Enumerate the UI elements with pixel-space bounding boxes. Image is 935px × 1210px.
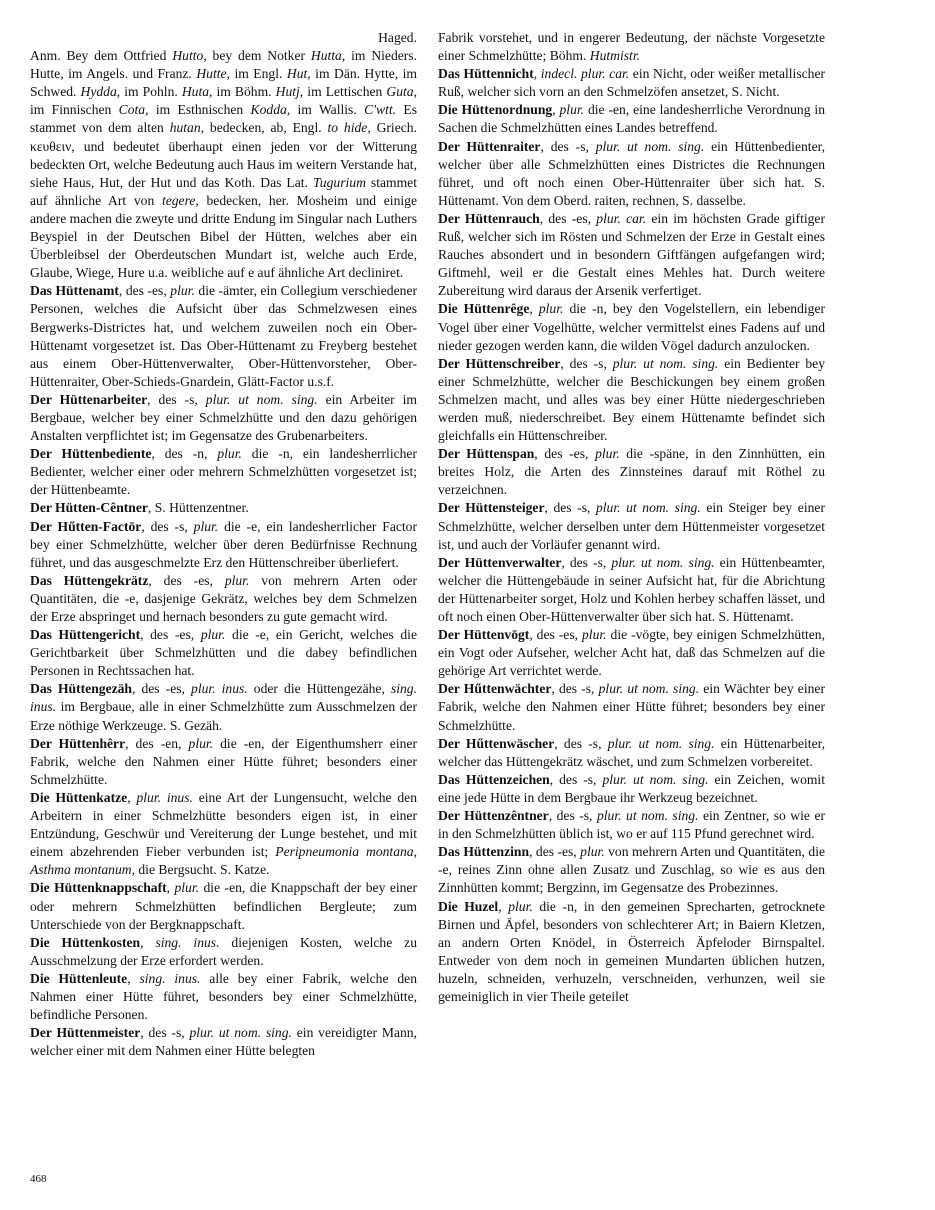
text-run: die Bergsucht. S. Katze. bbox=[134, 862, 270, 878]
italic-text: Hutto, bbox=[172, 48, 207, 64]
headword: Der Hűttenwächter bbox=[438, 681, 552, 697]
dictionary-entry bbox=[30, 391, 417, 445]
text-run: , des -s, bbox=[554, 735, 608, 751]
dictionary-entry bbox=[438, 101, 825, 137]
italic-text: plur. ut nom. sing. bbox=[612, 355, 719, 371]
headword: Der Hűttenwäscher bbox=[438, 735, 555, 751]
text-run: , S. Hüttenzentner. bbox=[147, 500, 249, 516]
text-run: , des -es, bbox=[118, 283, 171, 299]
text-run: eine Art der Lungensucht, welche den Arbeitern in einer Schmelzhütte besonders eigen ist, in einer Entzündung, Geschwür und Vereiterung der Lunge bestehet, und mit einem abzehrenden Fieber verbunden ist; bbox=[30, 789, 417, 860]
headword: Der Hűtten-Factōr bbox=[30, 518, 142, 534]
italic-text: plur. inus. bbox=[191, 681, 248, 697]
text-run: ein Bedienter bey einer Schmelzhütte, welcher die Beschickungen bey einem großen Schmelzen macht, und alles was bey einer Hütte niedergeschrieben werden muß, niederschreibet. Bey einem Hüttenamte befindet sich gleichfalls ein Hüttenschreiber. bbox=[438, 355, 825, 444]
text-run: , des -s, bbox=[551, 681, 599, 697]
dictionary-entry bbox=[30, 680, 417, 734]
dictionary-entry bbox=[30, 1024, 417, 1060]
text-run: , des -es, bbox=[529, 627, 582, 643]
text-run: im Esthnischen bbox=[148, 102, 251, 118]
text-run: , des -es, bbox=[140, 627, 201, 643]
paragraph bbox=[30, 47, 417, 282]
italic-text: plur. bbox=[595, 446, 620, 462]
text-run: die -n, ein landesherrlicher Bedienter, welcher einer oder mehrern Schmelzhütten vorgesetzet ist; der Hüttenbeamte. bbox=[30, 446, 417, 498]
text-run: im Bergbaue, alle in einer Schmelzhütte zum Ausschmelzen der Erze nöthige Werkzeuge. S. Gezäh. bbox=[30, 699, 417, 733]
dictionary-entry bbox=[438, 65, 825, 101]
dictionary-entry bbox=[438, 626, 825, 680]
italic-text: plur. bbox=[217, 446, 242, 462]
dictionary-entry bbox=[30, 934, 417, 970]
italic-text: plur. bbox=[200, 627, 226, 643]
text-run: alle bey einer Fabrik, welche den Nahmen einer Hütte führet, besonders bey einer Schmelzhütte, befindliche Personen. bbox=[30, 970, 417, 1023]
italic-text: sing. inus. bbox=[139, 970, 201, 986]
italic-text: sing. inus. bbox=[30, 681, 417, 715]
headword: Das Hüttennicht bbox=[438, 66, 534, 82]
text-run: , des -s, bbox=[560, 355, 613, 371]
text-run: ein Hüttenbedienter, welcher über alle Schmelzhütten eines Districtes die Rechnungen führet, und oft noch einen Ober-Hüttenraiter über sich hat. S. Hüttenamt. Von dem Oberd. raiten, rechnen, S. dasselbe. bbox=[438, 138, 825, 208]
headword: Der Hüttenzêntner bbox=[438, 808, 549, 824]
italic-text: plur. ut nom. sing. bbox=[598, 681, 700, 697]
text-run: bey dem Notker bbox=[206, 48, 311, 64]
italic-text: plur. bbox=[193, 518, 219, 534]
italic-text: plur. bbox=[188, 735, 214, 751]
dictionary-entry bbox=[30, 445, 417, 499]
dictionary-entry bbox=[30, 970, 417, 1024]
left-column bbox=[30, 29, 417, 1060]
italic-text: plur. ut nom. sing. bbox=[595, 500, 701, 516]
text-run: diejenigen Kosten, welche zu Ausschmelzung der Erze erfordert werden. bbox=[30, 934, 418, 968]
text-run: , des -s, bbox=[147, 391, 206, 407]
dictionary-entry bbox=[438, 499, 825, 553]
italic-text: plur. bbox=[174, 880, 200, 896]
text-run: bedecken, ab, Engl. bbox=[204, 120, 328, 136]
italic-text: indecl. plur. car. bbox=[540, 66, 630, 82]
text-run: , bbox=[140, 934, 156, 950]
text-run: von mehrern Arten oder Quantitäten, die -e, dasjenige Gekrätz, welches bey dem Schmelzen der Erze abspringet und hernach besonders zu gute gemacht wird. bbox=[30, 572, 417, 624]
italic-text: hutan, bbox=[169, 120, 205, 136]
paragraph bbox=[438, 29, 825, 65]
italic-text: plur. bbox=[538, 301, 564, 317]
dictionary-entry bbox=[438, 735, 825, 771]
text-run: ein Arbeiter im Bergbaue, welcher bey einer Schmelzhütte und den dazu gehörigen Anstalten verpflichtet ist; im Gegensatze des Grubenarbeiters. bbox=[30, 391, 417, 444]
headword: Der Hüttenverwalter bbox=[438, 554, 562, 570]
text-run: die -n, in den gemeinen Sprecharten, getrocknete Birnen und Äpfel, besonders von schlechterer Art; in Baiern Kletzen, an andern Orten Knödel, in Österreich Äpfeloder Birnspaltel. Entweder von dem noch in gemeinen Mundarten üblichen hutzen, huzeln, schneiden, verhuzeln, verschneiden, verhunzen, weil sie gemeiniglich in vier Theile geteilet bbox=[438, 898, 825, 1004]
headword: Der Hüttenarbeiter bbox=[30, 391, 148, 407]
headword: Der Hüttenspan bbox=[438, 446, 535, 462]
text-run: , des -s, bbox=[549, 771, 603, 787]
text-run: ein Hüttenbeamter, welcher die Hüttengebäude in seiner Aufsicht hat, für die Abrichtung der Hüttenarbeiter sorget, Holz und Kohlen herbey schaffen lässet, und oft noch einen Ober-Hüttenverwalter über sich hat. S. Hüttenamt. bbox=[438, 554, 825, 624]
italic-text: Hut, bbox=[286, 66, 311, 82]
headword: Der Hüttenmeister bbox=[30, 1025, 141, 1041]
italic-text: Hutta, bbox=[310, 48, 346, 64]
headword: Der Hütten-Cêntner bbox=[30, 500, 148, 516]
text-run: ein Nicht, oder weißer metallischer Ruß, welcher sich vorn an den Schmelzöfen ansetzet, S. Nicht. bbox=[438, 66, 826, 100]
italic-text: Hutte, bbox=[196, 66, 230, 82]
dictionary-entry bbox=[438, 680, 825, 734]
text-run: die -en, der Eigenthumsherr einer Fabrik, welche den Nahmen einer Hütte führet; besonders einer Schmelzhütte. bbox=[30, 735, 417, 787]
headword: Das Hüttenzinn bbox=[438, 844, 530, 860]
italic-text: plur. ut nom. sing. bbox=[595, 138, 705, 154]
text-run: , bbox=[529, 301, 539, 317]
italic-text: Tugurium bbox=[313, 174, 366, 190]
headword: Das Hüttengezäh bbox=[30, 681, 132, 697]
continued-text bbox=[30, 29, 417, 47]
page-number: 468 bbox=[30, 1173, 47, 1185]
text-run: ein Wächter bey einer Fabrik, welche den Nahmen einer Hütte führet; besonders bey einer Schmelzhütte. bbox=[438, 681, 825, 733]
text-run: , des -es, bbox=[534, 446, 596, 462]
italic-text: plur. ut nom. sing. bbox=[602, 771, 709, 787]
text-run: Fabrik vorstehet, und in engerer Bedeutung, der nächste Vorgesetzte einer Schmelzhütte; Böhm. bbox=[438, 30, 825, 64]
dictionary-entry bbox=[30, 626, 417, 680]
dictionary-entry bbox=[438, 138, 825, 210]
text-run: Griech. κευθειν, und bedeutet überhaupt einen jeden vor der Witterung bedeckten Ort, welche Bedeutung auch Haus im weitern Verstande hat, siehe Haus, Hut, der Hut und das Koth. Das Lat. bbox=[30, 120, 417, 190]
text-run: im Wallis. bbox=[290, 102, 365, 118]
headword: Das Hüttengekrätz bbox=[30, 572, 149, 588]
dictionary-entry bbox=[30, 572, 417, 626]
text-run: stammet auf ähnliche Art von bbox=[30, 174, 417, 208]
dictionary-entry bbox=[30, 879, 417, 933]
italic-text: Peripneumonia montana, Asthma montanum, bbox=[30, 844, 417, 878]
headword: Der Hüttenbediente bbox=[30, 446, 152, 462]
italic-text: plur. bbox=[580, 844, 605, 860]
italic-text: plur. ut nom. sing. bbox=[596, 808, 699, 824]
italic-text: plur. bbox=[224, 572, 250, 588]
dictionary-entry bbox=[438, 843, 825, 897]
right-column bbox=[438, 29, 825, 1006]
dictionary-entry bbox=[30, 518, 417, 572]
text-run: Anm. Bey dem Ottfried bbox=[30, 48, 173, 64]
text-run: ein Zentner, so wie er in den Schmelzhütten üblich ist, wo er auf 115 Pfund gerechnet wird. bbox=[438, 808, 826, 842]
italic-text: Guta, bbox=[386, 84, 417, 100]
italic-text: sing. inus. bbox=[155, 934, 220, 950]
headword: Die Hüttenknappschaft bbox=[30, 880, 167, 896]
italic-text: plur. ut nom. sing. bbox=[205, 391, 318, 407]
headword: Die Hüttenkosten bbox=[30, 934, 141, 950]
text-run: ein Hüttenarbeiter, welcher das Hüttengekrätz wäschet, und zum Schmelzen vorbereitet. bbox=[438, 735, 825, 769]
text-run: die -vögte, bey einigen Schmelzhütten, ein Vogt oder Aufseher, welcher Acht hat, daß das Schmelzen auf die gehörige Art verrichtet werde. bbox=[438, 627, 825, 679]
headword: Das Hüttenzeichen bbox=[438, 771, 550, 787]
text-run: oder die Hüttengezähe, bbox=[247, 681, 391, 697]
text-run: , des -s, bbox=[140, 1025, 190, 1041]
headword: Der Hüttenrauch bbox=[438, 210, 540, 226]
text-run: , des -n, bbox=[151, 446, 218, 462]
dictionary-entry bbox=[438, 300, 825, 354]
headword: Das Hüttenamt bbox=[30, 283, 119, 299]
headword: Die Hüttenrêge bbox=[438, 301, 530, 317]
italic-text: plur. car. bbox=[596, 210, 647, 226]
dictionary-entry bbox=[438, 898, 825, 1007]
dictionary-entry bbox=[438, 445, 825, 499]
dictionary-entry bbox=[438, 771, 825, 807]
text-run: , des -s, bbox=[540, 138, 596, 154]
text-run: Es stammet von dem alten bbox=[30, 102, 417, 136]
headword: Die Hüttenkatze bbox=[30, 789, 128, 805]
text-run: im Engl. bbox=[229, 66, 287, 82]
italic-text: plur. bbox=[170, 283, 195, 299]
italic-text: plur. bbox=[508, 898, 533, 914]
text-run: die -späne, in den Zinnhütten, ein breites Holz, die Arten des Zinnsteines darauf mit Röthel zu verzeichnen. bbox=[438, 446, 825, 498]
italic-text: Kodda, bbox=[250, 102, 291, 118]
text-run: , des -s, bbox=[141, 518, 194, 534]
headword: Der Hüttenhêrr bbox=[30, 735, 126, 751]
headword: Das Hüttengericht bbox=[30, 627, 141, 643]
italic-text: Huta, bbox=[181, 84, 213, 100]
text-run: im Pohln. bbox=[120, 84, 182, 100]
text-run: im Dän. Hytte, im Schwed. bbox=[30, 66, 418, 100]
headword: Der Hüttensteiger bbox=[438, 500, 545, 516]
text-run: , bbox=[498, 898, 509, 914]
italic-text: Cota, bbox=[118, 102, 149, 118]
text-run: die -e, ein landesherrlicher Factor bey einer Schmelzhütte, welcher über deren Bedürfnisse Rechnung führet, und das ausgeschmelzte Erz den Hüttenschreiber überliefert. bbox=[30, 518, 418, 570]
italic-text: C'wtt. bbox=[364, 102, 397, 118]
text-run: die -n, bey den Vogelstellern, ein lebendiger Vogel über einer Vogelhütte, welcher vermittelst eines Fadens auf und nieder gezogen werden kann, die wilden Vögel dadurch anzulocken. bbox=[438, 301, 826, 353]
text-run: , bbox=[166, 880, 175, 896]
text-run: ein Steiger bey einer Schmelzhütte, welcher derselben unter dem Hüttenmeister vorgesetzet ist, und auch der Vorläufer genannt wird. bbox=[438, 500, 825, 552]
headword: Der Hüttenraiter bbox=[438, 138, 541, 154]
text-run: im Nieders. Hutte, im Angels. und Franz. bbox=[30, 48, 417, 82]
headword: Die Hüttenordnung bbox=[438, 102, 553, 118]
text-run: ein im höchsten Grade giftiger Ruß, welcher sich im Rösten und Schmelzen der Erze in Gestalt eines Rauches absondert und in besondern Giftfängen aufgefangen wird; Giftmehl, weil er die Gestalt eines Mehles hat. Durch weitere Zubereitung wird daraus der Arsenik verfertiget. bbox=[438, 210, 825, 299]
text-run: im Böhm. bbox=[212, 84, 276, 100]
text-run: ein Zeichen, womit eine jede Hütte in dem Bergbaue ihr Werkzeug bezeichnet. bbox=[438, 771, 825, 805]
dictionary-entry bbox=[30, 735, 417, 789]
text-run: , bbox=[127, 789, 137, 805]
italic-text: plur. bbox=[559, 102, 585, 118]
italic-text: plur. ut nom. sing. bbox=[607, 735, 715, 751]
headword: Die Huzel bbox=[438, 898, 499, 914]
text-run: Haged. bbox=[378, 30, 417, 45]
text-run: , des -es, bbox=[132, 681, 192, 697]
text-run: von mehrern Arten und Quantitäten, die -e, reines Zinn ohne allen Zusatz und Zuschlag, so wie es aus den Zinnhütten kommt; Bergzinn, im Gegensatze des Probezinnes. bbox=[438, 844, 826, 896]
italic-text: plur. ut nom. sing. bbox=[611, 554, 715, 570]
text-run: , des -es, bbox=[539, 210, 597, 226]
italic-text: plur. inus. bbox=[136, 789, 193, 805]
text-run: , des -s, bbox=[561, 554, 612, 570]
text-run: die -ämter, ein Collegium verschiedener Personen, welches die Aufsicht über das Schmelzwesen eines Bergwerks-Districtes hat, und welchem zuweilen noch ein Ober-Hüttenamt vorgesetzet ist. Das Ober-Hüttenamt zu Freyberg bestehet aus einem Ober-Hüttenverwalter, Ober-Hüttenvorsteher, Ober-Hüttenraiter, Ober-Schieds-Gnardein, Glätt-Factor u.s.f. bbox=[30, 283, 417, 389]
text-run: , bbox=[127, 970, 140, 986]
italic-text: to hide, bbox=[327, 120, 371, 136]
italic-text: Hutj, bbox=[275, 84, 304, 100]
headword: Die Hüttenleute bbox=[30, 970, 128, 986]
dictionary-entry bbox=[30, 499, 417, 517]
text-run: im Finnischen bbox=[30, 102, 119, 118]
dictionary-entry bbox=[30, 282, 417, 391]
text-run: , bbox=[552, 102, 560, 118]
dictionary-entry bbox=[438, 355, 825, 445]
text-run: im Lettischen bbox=[303, 84, 387, 100]
text-run: , bbox=[533, 66, 541, 82]
text-run: , des -s, bbox=[544, 500, 596, 516]
text-run: die -en, eine landesherrliche Verordnung in Sachen die Schmelzhütten eines Landes betreffend. bbox=[438, 102, 826, 136]
dictionary-entry bbox=[438, 210, 825, 300]
text-run: , des -s, bbox=[548, 808, 597, 824]
dictionary-entry bbox=[438, 807, 825, 843]
headword: Der Hüttenschreiber bbox=[438, 355, 561, 371]
text-run: ein vereidigter Mann, welcher einer mit dem Nahmen einer Hütte belegten bbox=[30, 1025, 417, 1059]
text-run: die -en, die Knappschaft der bey einer oder mehrern Schmelzhütten befindlichen Bergleute; zum Unterschiede von der Bergknappschaft. bbox=[30, 880, 417, 932]
italic-text: plur. ut nom. sing. bbox=[189, 1025, 292, 1041]
italic-text: Hutmistr. bbox=[589, 48, 640, 64]
dictionary-entry bbox=[438, 554, 825, 626]
text-run: , des -es, bbox=[529, 844, 581, 860]
text-run: , des -es, bbox=[148, 572, 225, 588]
text-run: die -e, ein Gericht, welches die Gerichtbarkeit über Schmelzhütten und die dabey befindlichen Personen in Rechtssachen hat. bbox=[30, 627, 417, 679]
text-run: bedecken, her. Mosheim und einige andere machen die zweyte und dritte Endung im Singular nach Luthers Beyspiel in der Deutschen Bibel der Hütten, welches aber ein Überbleibsel der Oberdeutschen Mundart ist, welche auch Erde, Glaube, Wiege, Hure u.a. weibliche auf e auf ähnliche Art decliniret. bbox=[30, 192, 417, 281]
headword: Der Hüttenvōgt bbox=[438, 627, 530, 643]
dictionary-entry bbox=[30, 789, 417, 879]
text-run: , des -en, bbox=[125, 735, 189, 751]
italic-text: tegere, bbox=[161, 192, 199, 208]
italic-text: Hydda, bbox=[80, 84, 121, 100]
italic-text: plur. bbox=[582, 627, 607, 643]
